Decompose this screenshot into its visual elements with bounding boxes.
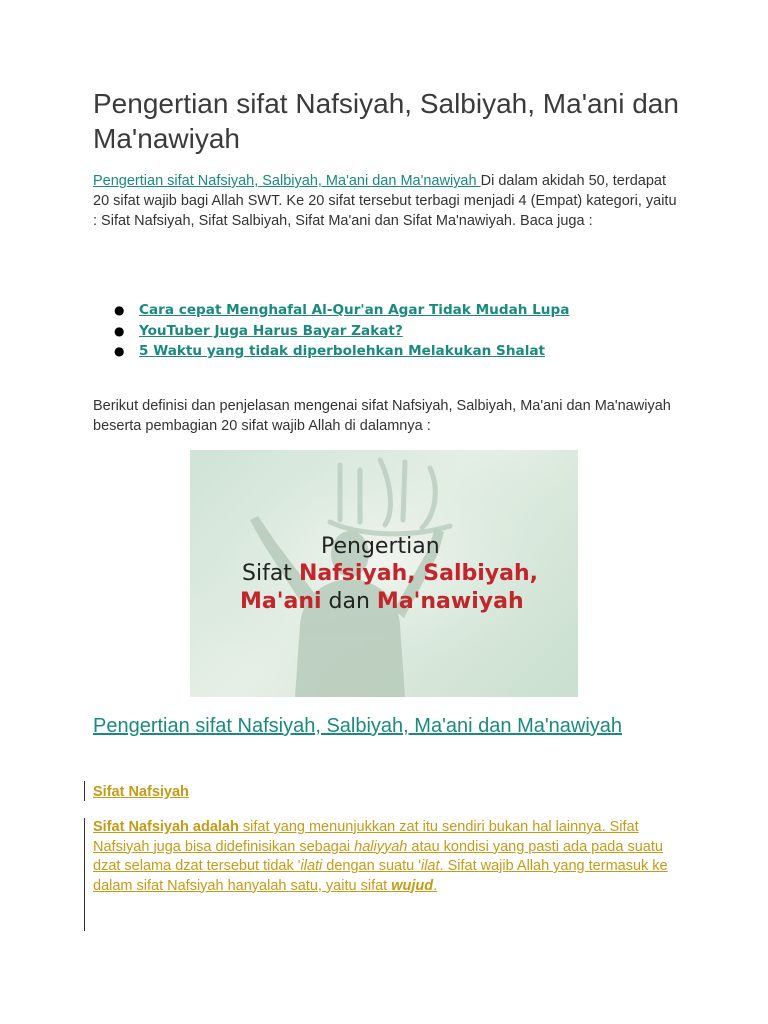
- hero-caption-line3: [240, 589, 578, 615]
- hero-caption-highlight: Ma'ani: [240, 589, 322, 614]
- related-links-list: [93, 300, 739, 362]
- intro-text: Di dalam akidah 50, terdapat 20 sifat wajib bagi Allah SWT. Ke 20 sifat tersebut terbagi menjadi 4 (Empat) kategori, yaitu : Sifat Nafsiyah, Sifat Salbiyah, Sifat Ma'ani dan Sifat Ma'nawiyah. Baca juga :: [93, 173, 677, 229]
- list-item: [114, 300, 739, 321]
- list-item: [114, 341, 739, 362]
- intro-paragraph: [93, 171, 683, 231]
- hero-image: [190, 450, 578, 697]
- definition-bold-italic: wujud: [391, 877, 434, 894]
- hero-caption-word: dan: [321, 589, 377, 614]
- definition-text: dengan suatu ': [322, 858, 421, 874]
- hero-caption-line2: [242, 561, 578, 587]
- section-heading: [93, 714, 693, 739]
- hero-caption-highlight: Ma'nawiyah: [376, 589, 524, 614]
- hero-caption-line1: [321, 534, 578, 560]
- margin-marker: [84, 818, 85, 931]
- hero-caption-highlight: Nafsiyah, Salbiyah,: [298, 561, 538, 586]
- definition-text: atau kondisi yang pasti ada pada suatu dzat selama dzat tersebut tidak ': [93, 838, 663, 874]
- definition-bold-lead: Sifat Nafsiyah adalah: [93, 819, 239, 835]
- hero-caption-word: Pengertian: [321, 534, 440, 559]
- section-heading-link[interactable]: Pengertian sifat Nafsiyah, Salbiyah, Ma'ani dan Ma'nawiyah: [93, 715, 623, 737]
- definition-paragraph: [93, 818, 683, 896]
- definition-italic: haliyyah: [354, 838, 412, 855]
- page-title: Pengertian sifat Nafsiyah, Salbiyah, Ma'ani dan Ma'nawiyah: [93, 88, 679, 154]
- definition-text: sifat yang menunjukkan zat itu sendiri bukan hal lainnya. Sifat Nafsiyah juga bisa didefinisikan sebagai: [93, 819, 639, 855]
- definition-italic: ilat: [420, 858, 440, 874]
- definition-text: .: [433, 877, 438, 894]
- subsection-title: [93, 782, 189, 802]
- related-link-waktu-shalat[interactable]: 5 Waktu yang tidak diperbolehkan Melakukan Shalat: [139, 343, 546, 359]
- bullet-icon: ●: [114, 344, 125, 358]
- bullet-icon: ●: [114, 323, 125, 338]
- definition-intro-paragraph: Berikut definisi dan penjelasan mengenai sifat Nafsiyah, Salbiyah, Ma'ani dan Ma'nawiyah beserta pembagian 20 sifat wajib Allah di dalamnya :: [93, 398, 671, 434]
- list-item: [114, 321, 739, 342]
- intro-title-link[interactable]: Pengertian sifat Nafsiyah, Salbiyah, Ma'ani dan Ma'nawiyah: [93, 173, 481, 189]
- subsection-title-link[interactable]: Sifat Nafsiyah: [93, 784, 189, 800]
- definition-text: . Sifat wajib Allah yang termasuk ke dalam sifat Nafsiyah hanyalah satu, yaitu sifat: [93, 858, 668, 894]
- margin-marker: [84, 781, 85, 801]
- related-link-youtuber-zakat[interactable]: YouTuber Juga Harus Bayar Zakat?: [139, 322, 403, 339]
- related-link-hafal-quran[interactable]: Cara cepat Menghafal Al-Qur'an Agar Tidak Mudah Lupa: [139, 302, 570, 318]
- definition-link[interactable]: [93, 819, 668, 894]
- definition-italic: ilati: [300, 858, 323, 874]
- bullet-icon: ●: [114, 303, 125, 317]
- hero-caption-word: Sifat: [242, 561, 299, 586]
